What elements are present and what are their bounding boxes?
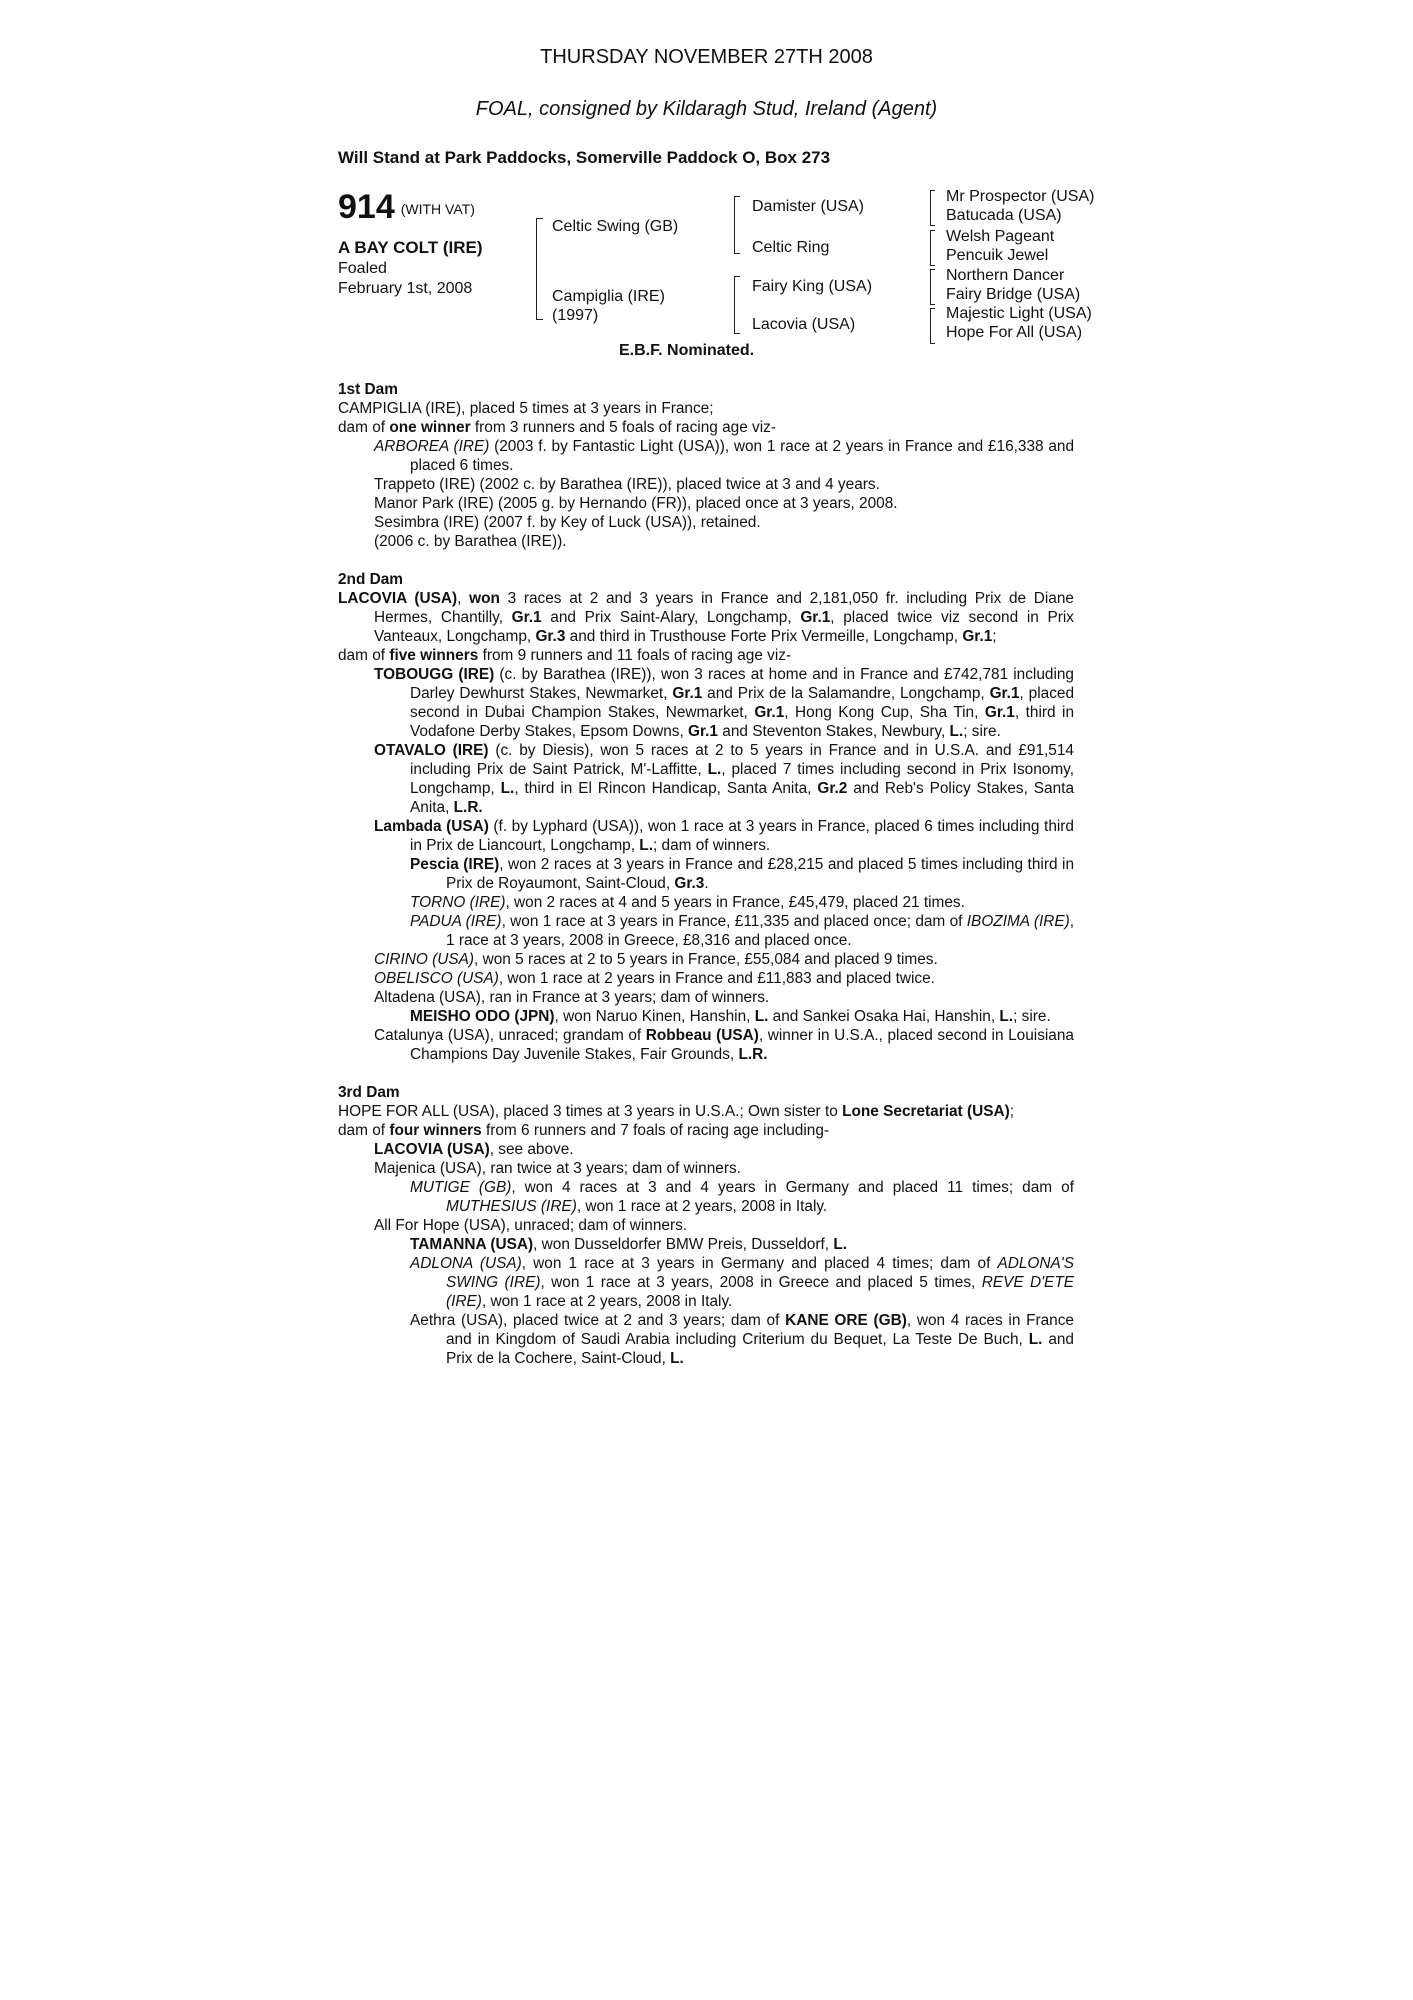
ebf-nominated: E.B.F. Nominated.: [619, 342, 755, 359]
pedigree-g3-2: Batucada (USA): [946, 207, 1062, 224]
consignor-line: FOAL, consigned by Kildaragh Stud, Ireland (Agent): [475, 98, 938, 120]
third-dam-heading: 3rd Dam: [338, 1084, 400, 1101]
catalogue-body: [338, 380, 1074, 1368]
produce-majenica: Majenica (USA), ran twice at 3 years; dam of winners.: [374, 1160, 741, 1177]
pedigree-dam-name: Campiglia (IRE): [552, 288, 665, 305]
produce-lacovia: LACOVIA (USA), see above.: [374, 1141, 574, 1158]
pedigree-dam-year: (1997): [552, 307, 599, 324]
produce-manor-park: Manor Park (IRE) (2005 g. by Hernando (FR)), placed once at 3 years, 2008.: [374, 495, 898, 512]
second-dam-produce: dam of five winners from 9 runners and 11 foals of racing age viz-: [338, 647, 792, 664]
produce-tamanna: TAMANNA (USA), won Dusseldorfer BMW Preis, Dusseldorf, L.: [410, 1236, 848, 1253]
pedigree-g3-6: Fairy Bridge (USA): [946, 286, 1081, 303]
produce-lambada: Lambada (USA) (f. by Lyphard (USA)), won 1 race at 3 years in France, placed 6 times including third in Prix de Liancourt, Longchamp, L.; dam of winners.: [374, 818, 1074, 854]
pedigree-bracket: [734, 196, 740, 254]
lot-number-value: 914: [338, 188, 395, 226]
pedigree-bracket: [930, 269, 935, 305]
produce-mutige: MUTIGE (GB), won 4 races at 3 and 4 years in Germany and placed 11 times; dam of MUTHESIUS (IRE), won 1 race at 2 years, 2008 in Italy.: [410, 1179, 1074, 1215]
pedigree-bracket: [536, 218, 543, 320]
produce-otavalo: OTAVALO (IRE) (c. by Diesis), won 5 races at 2 to 5 years in France and in U.S.A. and £91,514 including Prix de Saint Patrick, M'-Laffitte, L., placed 7 times including second in Prix Isonomy, Longchamp, L., third in El Rincon Handicap, Santa Anita, Gr.2 and Reb's Policy Stakes, Santa Anita, L.R.: [374, 742, 1074, 816]
first-dam-heading: 1st Dam: [338, 381, 398, 398]
produce-arborea: ARBOREA (IRE) (2003 f. by Fantastic Light (USA)), won 1 race at 2 years in France and £16,338 and placed 6 times.: [374, 438, 1075, 474]
pedigree-bracket: [930, 190, 935, 226]
pedigree-g3-8: Hope For All (USA): [946, 324, 1083, 341]
produce-adlona: ADLONA (USA), won 1 race at 3 years in Germany and placed 4 times; dam of ADLONA'S SWING (IRE), won 1 race at 3 years, 2008 in Greece and placed 5 times, REVE D'ETE (IRE), won 1 race at 2 years, 2008 in Italy.: [410, 1255, 1074, 1310]
vat-label: (WITH VAT): [400, 201, 475, 218]
pedigree-bracket: [930, 308, 935, 344]
pedigree-bracket: [930, 230, 935, 266]
produce-meisho-odo: MEISHO ODO (JPN), won Naruo Kinen, Hanshin, L. and Sankei Osaka Hai, Hanshin, L.; sire.: [410, 1008, 1051, 1025]
produce-torno: TORNO (IRE), won 2 races at 4 and 5 years in France, £45,479, placed 21 times.: [410, 894, 965, 911]
first-dam-line: CAMPIGLIA (IRE), placed 5 times at 3 years in France;: [338, 400, 714, 417]
produce-sesimbra: Sesimbra (IRE) (2007 f. by Key of Luck (USA)), retained.: [374, 514, 761, 531]
produce-aethra: Aethra (USA), placed twice at 2 and 3 years; dam of KANE ORE (GB), won 4 races in France and in Kingdom of Saudi Arabia including Criterium du Bequet, La Teste De Buch, L. and Prix de la Cochere, Saint-Cloud, L.: [410, 1312, 1074, 1367]
third-dam-produce: dam of four winners from 6 runners and 7 foals of racing age including-: [338, 1122, 830, 1139]
pedigree-g3-7: Majestic Light (USA): [946, 305, 1092, 322]
produce-cirino: CIRINO (USA), won 5 races at 2 to 5 years in France, £55,084 and placed 9 times.: [374, 951, 938, 968]
pedigree-g3-3: Welsh Pageant: [946, 228, 1055, 245]
lot-number: [338, 190, 475, 226]
pedigree-sire-sire: Damister (USA): [752, 198, 865, 215]
pedigree-g3-1: Mr Prospector (USA): [946, 188, 1095, 205]
produce-unnamed: (2006 c. by Barathea (IRE)).: [374, 533, 567, 550]
lot-title: A BAY COLT (IRE): [338, 238, 483, 257]
foaled-label: Foaled: [338, 260, 387, 277]
produce-tobougg: TOBOUGG (IRE) (c. by Barathea (IRE)), won 3 races at home and in France and £742,781 including Darley Dewhurst Stakes, Newmarket, Gr.1 and Prix de la Salamandre, Longchamp, Gr.1, placed second in Dubai Champion Stakes, Newmarket, Gr.1, Hong Kong Cup, Sha Tin, Gr.1, third in Vodafone Derby Stakes, Epsom Downs, Gr.1 and Steventon Stakes, Newbury, L.; sire.: [374, 666, 1075, 740]
hope-for-all-record: HOPE FOR ALL (USA), placed 3 times at 3 years in U.S.A.; Own sister to Lone Secretariat (USA);: [338, 1103, 1014, 1120]
pedigree-dam-dam: Lacovia (USA): [752, 316, 856, 333]
pedigree-g3-4: Pencuik Jewel: [946, 247, 1049, 264]
foaled-info: [338, 259, 472, 299]
pedigree-dam-sire: Fairy King (USA): [752, 278, 873, 295]
first-dam-produce: dam of one winner from 3 runners and 5 foals of racing age viz-: [338, 419, 776, 436]
lacovia-record: LACOVIA (USA), won 3 races at 2 and 3 years in France and 2,181,050 fr. including Prix de Diane Hermes, Chantilly, Gr.1 and Prix Saint-Alary, Longchamp, Gr.1, placed twice viz second in Prix Vanteaux, Longchamp, Gr.3 and third in Trusthouse Forte Prix Vermeille, Longchamp, Gr.1;: [338, 590, 1074, 645]
pedigree-sire: Celtic Swing (GB): [552, 218, 679, 235]
pedigree-sire-dam: Celtic Ring: [752, 239, 830, 256]
pedigree-bracket: [734, 276, 740, 334]
produce-padua: PADUA (IRE), won 1 race at 3 years in France, £11,335 and placed once; dam of IBOZIMA (IRE), 1 race at 3 years, 2008 in Greece, £8,316 and placed once.: [410, 913, 1075, 949]
stand-location: Will Stand at Park Paddocks, Somerville Paddock O, Box 273: [338, 148, 831, 167]
pedigree-dam: [552, 287, 665, 325]
produce-altadena: Altadena (USA), ran in France at 3 years; dam of winners.: [374, 989, 770, 1006]
produce-obelisco: OBELISCO (USA), won 1 race at 2 years in France and £11,883 and placed twice.: [374, 970, 935, 987]
produce-all-for-hope: All For Hope (USA), unraced; dam of winners.: [374, 1217, 688, 1234]
produce-catalunya: Catalunya (USA), unraced; grandam of Robbeau (USA), winner in U.S.A., placed second in Louisiana Champions Day Juvenile Stakes, Fair Grounds, L.R.: [374, 1027, 1074, 1063]
sale-date: THURSDAY NOVEMBER 27TH 2008: [540, 46, 873, 68]
pedigree-g3-5: Northern Dancer: [946, 267, 1065, 284]
second-dam-heading: 2nd Dam: [338, 571, 403, 588]
foaled-date: February 1st, 2008: [338, 280, 473, 297]
produce-pescia: Pescia (IRE), won 2 races at 3 years in France and £28,215 and placed 5 times including third in Prix de Royaumont, Saint-Cloud, Gr.3.: [410, 856, 1074, 892]
produce-trappeto: Trappeto (IRE) (2002 c. by Barathea (IRE)), placed twice at 3 and 4 years.: [374, 476, 880, 493]
